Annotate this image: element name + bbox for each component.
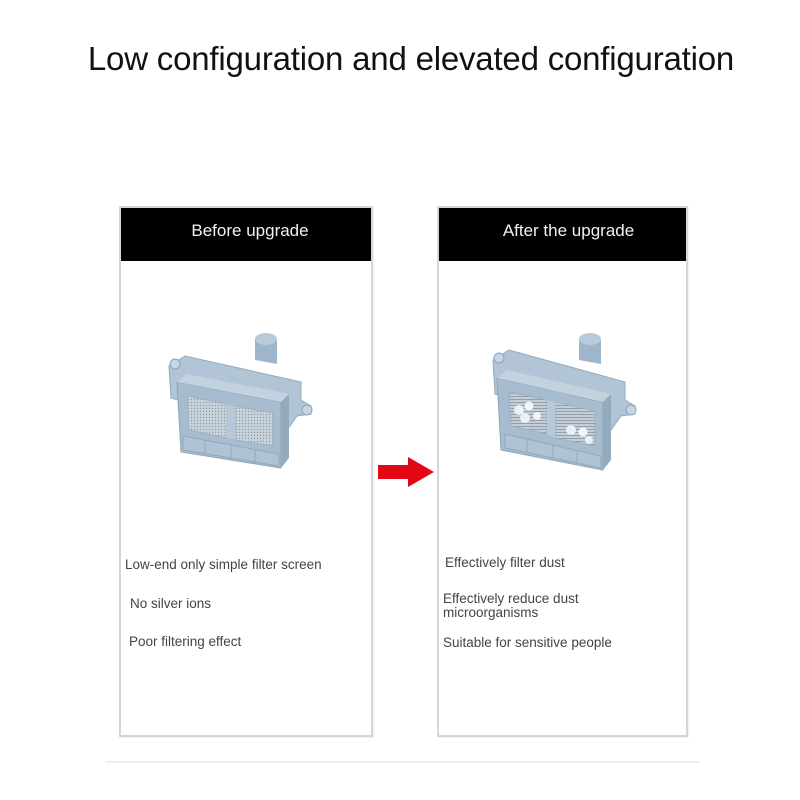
page-title: Low configuration and elevated configuration bbox=[87, 40, 735, 77]
feature-item: Effectively filter dust bbox=[445, 555, 565, 570]
before-upgrade-header-label: Before upgrade bbox=[191, 220, 309, 240]
feature-item: Poor filtering effect bbox=[129, 634, 242, 649]
before-upgrade-header bbox=[121, 208, 371, 261]
after-upgrade-header-label: After the upgrade bbox=[502, 220, 635, 240]
feature-item bbox=[443, 592, 579, 620]
feature-item-line: Effectively reduce dust bbox=[443, 591, 579, 606]
basic-filter-image bbox=[151, 320, 321, 480]
before-upgrade-panel bbox=[119, 206, 373, 737]
bottom-divider bbox=[106, 761, 700, 763]
feature-item: Low-end only simple filter screen bbox=[125, 557, 322, 572]
feature-item: Suitable for sensitive people bbox=[443, 635, 612, 650]
right-arrow-icon bbox=[376, 455, 436, 489]
feature-item: No silver ions bbox=[130, 596, 212, 611]
upgraded-filter-image bbox=[475, 320, 645, 480]
after-upgrade-header bbox=[439, 208, 686, 261]
after-upgrade-panel bbox=[437, 206, 688, 737]
feature-item-line: microorganisms bbox=[443, 605, 539, 620]
